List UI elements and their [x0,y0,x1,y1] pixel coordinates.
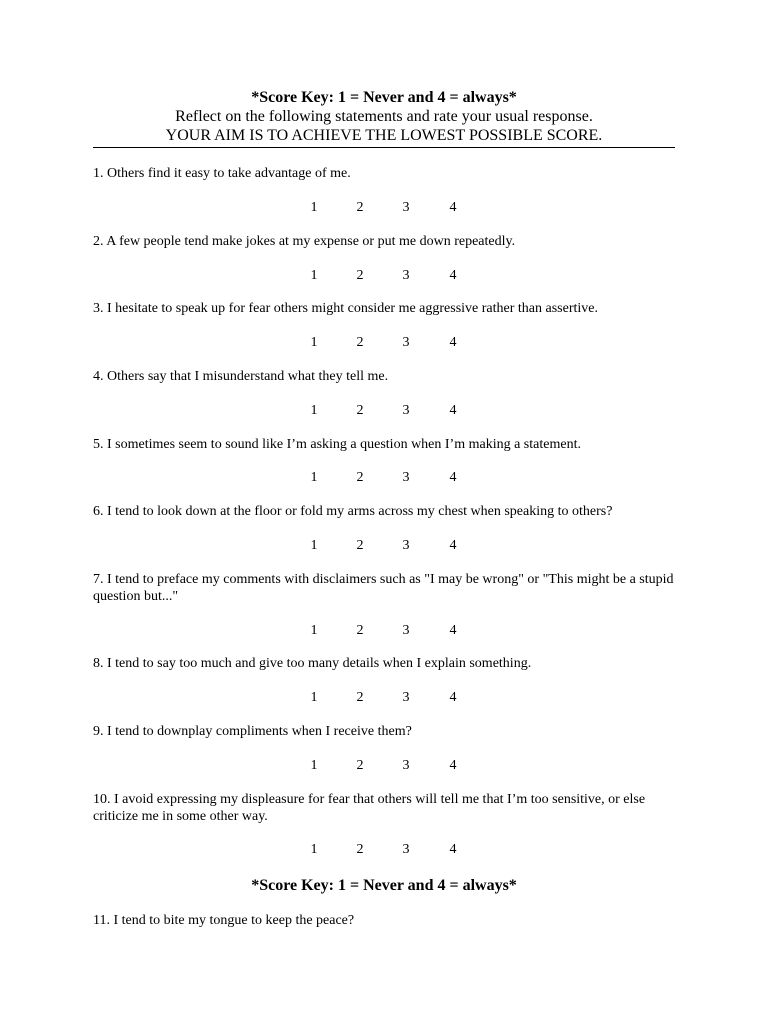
rating-option-1[interactable]: 1 [310,268,318,283]
rating-option-4[interactable]: 4 [449,268,457,283]
rating-option-2[interactable]: 2 [356,623,364,638]
rating-option-3[interactable]: 3 [402,268,410,283]
rating-option-4[interactable]: 4 [449,470,457,485]
rating-option-1[interactable]: 1 [310,690,318,705]
rating-option-1[interactable]: 1 [310,200,318,215]
rating-option-3[interactable]: 3 [402,623,410,638]
rating-option-3[interactable]: 3 [402,403,410,418]
rating-option-4[interactable]: 4 [449,690,457,705]
rating-option-4[interactable]: 4 [449,200,457,215]
rating-option-4[interactable]: 4 [449,403,457,418]
header-divider [93,147,675,148]
rating-option-1[interactable]: 1 [310,403,318,418]
rating-option-3[interactable]: 3 [402,842,410,857]
rating-option-3[interactable]: 3 [402,538,410,553]
rating-option-2[interactable]: 2 [356,200,364,215]
rating-option-2[interactable]: 2 [356,690,364,705]
question-3: 3. I hesitate to speak up for fear others might consider me aggressive rather than assertive. [93,301,598,316]
question-1: 1. Others find it easy to take advantage of me. [93,166,351,181]
question-6: 6. I tend to look down at the floor or fold my arms across my chest when speaking to others? [93,504,613,519]
rating-option-1[interactable]: 1 [310,623,318,638]
rating-option-3[interactable]: 3 [402,690,410,705]
rating-option-2[interactable]: 2 [356,758,364,773]
question-5: 5. I sometimes seem to sound like I’m asking a question when I’m making a statement. [93,437,581,452]
rating-option-2[interactable]: 2 [356,842,364,857]
rating-option-4[interactable]: 4 [449,758,457,773]
rating-option-2[interactable]: 2 [356,335,364,350]
rating-option-1[interactable]: 1 [310,538,318,553]
score-key-heading-repeat: *Score Key: 1 = Never and 4 = always* [251,877,517,894]
rating-option-4[interactable]: 4 [449,623,457,638]
rating-option-4[interactable]: 4 [449,538,457,553]
question-7: 7. I tend to preface my comments with disclaimers such as "I may be wrong" or "This might be a stupid question but..." [93,572,674,604]
rating-option-1[interactable]: 1 [310,842,318,857]
question-10: 10. I avoid expressing my displeasure for fear that others will tell me that I’m too sensitive, or else criticize me in some other way. [93,792,646,824]
instruction-text: Reflect on the following statements and rate your usual response. [175,108,593,125]
question-2: 2. A few people tend make jokes at my expense or put me down repeatedly. [93,234,516,249]
question-4: 4. Others say that I misunderstand what they tell me. [93,369,389,384]
question-11: 11. I tend to bite my tongue to keep the peace? [93,913,355,928]
rating-option-3[interactable]: 3 [402,335,410,350]
question-8: 8. I tend to say too much and give too many details when I explain something. [93,656,532,671]
rating-option-2[interactable]: 2 [356,403,364,418]
header [93,88,675,145]
rating-option-1[interactable]: 1 [310,758,318,773]
rating-option-1[interactable]: 1 [310,470,318,485]
rating-option-4[interactable]: 4 [449,842,457,857]
rating-option-3[interactable]: 3 [402,758,410,773]
rating-option-2[interactable]: 2 [356,268,364,283]
score-key-heading: *Score Key: 1 = Never and 4 = always* [251,89,517,106]
rating-option-3[interactable]: 3 [402,470,410,485]
aim-text: YOUR AIM IS TO ACHIEVE THE LOWEST POSSIBLE SCORE. [165,127,603,144]
rating-option-4[interactable]: 4 [449,335,457,350]
rating-option-1[interactable]: 1 [310,335,318,350]
question-9: 9. I tend to downplay compliments when I receive them? [93,724,412,739]
rating-option-2[interactable]: 2 [356,470,364,485]
rating-option-3[interactable]: 3 [402,200,410,215]
rating-option-2[interactable]: 2 [356,538,364,553]
